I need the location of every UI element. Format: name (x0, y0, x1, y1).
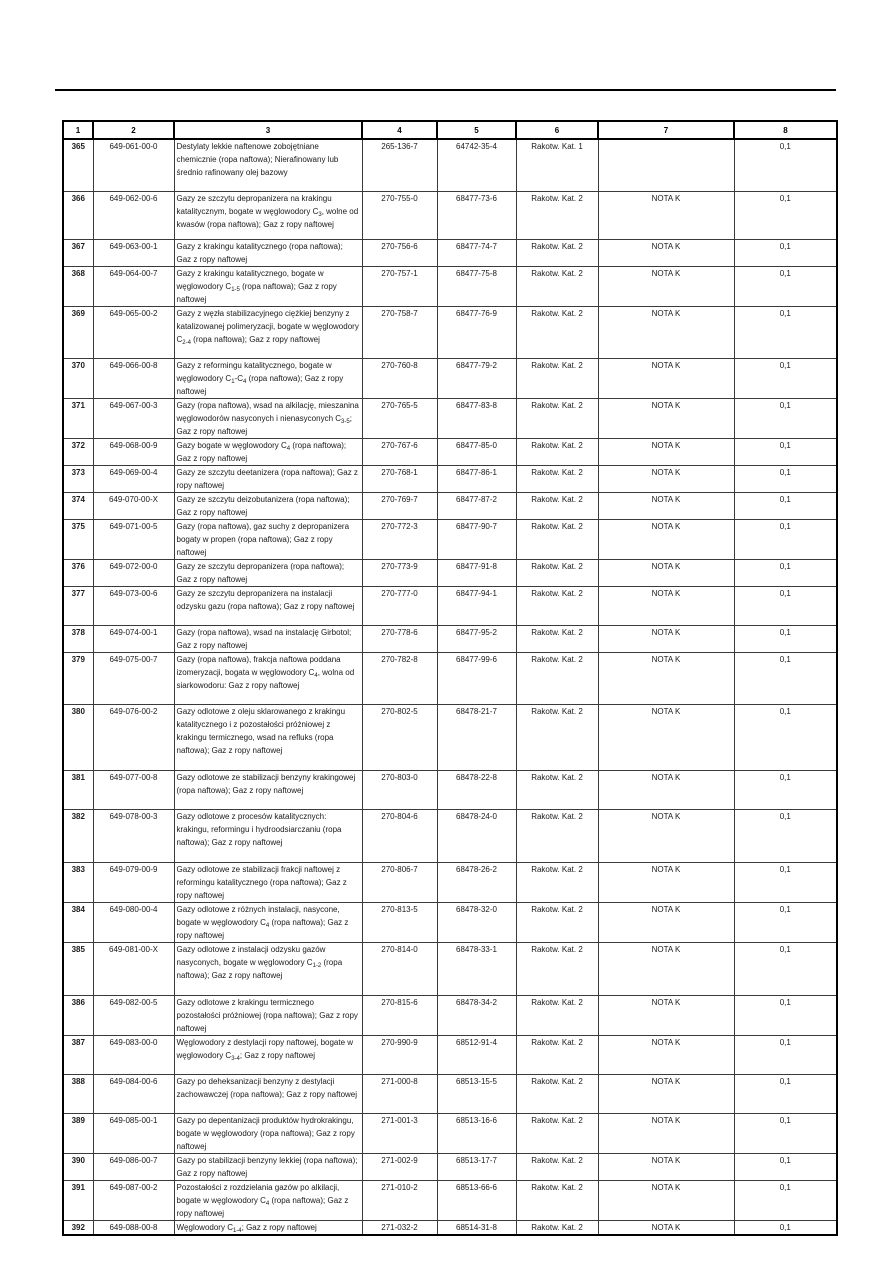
nota: NOTA K (598, 1113, 734, 1153)
substance-name: Gazy (ropa naftowa), wsad na instalację Girbotol; Gaz z ropy naftowej (174, 625, 362, 652)
row-number: 382 (63, 809, 93, 862)
nota: NOTA K (598, 239, 734, 266)
cas-number: 68513-16-6 (437, 1113, 516, 1153)
nota: NOTA K (598, 398, 734, 438)
table-row (63, 465, 837, 492)
cas-number: 68478-22-8 (437, 770, 516, 809)
classification: Rakotw. Kat. 2 (516, 586, 598, 625)
cas-number: 68477-76-9 (437, 306, 516, 358)
nota: NOTA K (598, 625, 734, 652)
cas-number: 68478-33-1 (437, 942, 516, 995)
substance-name: Gazy z krakingu katalitycznego, bogate w węglowodory $C_{1-5}$ (ropa naftowa); Gaz z ropy naftowej (174, 266, 362, 306)
concentration-limit: 0,1 (734, 358, 837, 398)
substance-name: Gazy odlotowe z instalacji odzysku gazów nasyconych, bogate w węglowodory $C_{1-2}$ (ropa naftowa); Gaz z ropy naftowej (174, 942, 362, 995)
index-number: 649-077-00-8 (93, 770, 174, 809)
table-row (63, 770, 837, 809)
index-number: 649-082-00-5 (93, 995, 174, 1035)
ec-number: 270-769-7 (362, 492, 437, 519)
index-number: 649-088-00-8 (93, 1220, 174, 1235)
classification: Rakotw. Kat. 2 (516, 239, 598, 266)
ec-number: 270-778-6 (362, 625, 437, 652)
table-row (63, 1074, 837, 1113)
concentration-limit: 0,1 (734, 809, 837, 862)
subscript-text: 3-5 (341, 418, 350, 425)
cas-number: 68477-73-6 (437, 191, 516, 239)
row-number: 385 (63, 942, 93, 995)
ec-number: 270-758-7 (362, 306, 437, 358)
substance-name: Pozostałości z rozdzielania gazów po alkilacji, bogate w węglowodory $C_4$ (ropa naftowa); Gaz z ropy naftowej (174, 1180, 362, 1220)
substance-name: Gazy ze szczytu deizobutanizera (ropa naftowa); Gaz z ropy naftowej (174, 492, 362, 519)
table-row (63, 139, 837, 191)
concentration-limit: 0,1 (734, 191, 837, 239)
cas-number: 68477-86-1 (437, 465, 516, 492)
concentration-limit: 0,1 (734, 559, 837, 586)
index-number: 649-069-00-4 (93, 465, 174, 492)
substance-name: Gazy z węzła stabilizacyjnego ciężkiej benzyny z katalizowanej polimeryzacji, bogate w węglowodory $C_{2-4}$ (ropa naftowa); Gaz z ropy naftowej (174, 306, 362, 358)
ec-number: 270-773-9 (362, 559, 437, 586)
substance-name: Gazy po deheksanizacji benzyny z destylacji zachowawczej (ropa naftowa); Gaz z ropy naftowej (174, 1074, 362, 1113)
classification: Rakotw. Kat. 2 (516, 625, 598, 652)
ec-number: 271-002-9 (362, 1153, 437, 1180)
table-row (63, 809, 837, 862)
table-row (63, 266, 837, 306)
classification: Rakotw. Kat. 2 (516, 1035, 598, 1074)
nota: NOTA K (598, 942, 734, 995)
row-number: 375 (63, 519, 93, 559)
concentration-limit: 0,1 (734, 1074, 837, 1113)
row-number: 370 (63, 358, 93, 398)
row-number: 383 (63, 862, 93, 902)
table-row (63, 902, 837, 942)
substance-name: Gazy (ropa naftowa), frakcja naftowa poddana izomeryzacji, bogata w węglowodory $C_4$, wolna od siarkowodoru: Gaz z ropy naftowej (174, 652, 362, 704)
nota: NOTA K (598, 704, 734, 770)
classification: Rakotw. Kat. 2 (516, 995, 598, 1035)
cas-number: 68478-24-0 (437, 809, 516, 862)
classification: Rakotw. Kat. 2 (516, 770, 598, 809)
page-top-rule (55, 89, 836, 91)
table-row (63, 625, 837, 652)
concentration-limit: 0,1 (734, 465, 837, 492)
index-number: 649-062-00-6 (93, 191, 174, 239)
cas-number: 68477-99-6 (437, 652, 516, 704)
nota: NOTA K (598, 1074, 734, 1113)
concentration-limit: 0,1 (734, 438, 837, 465)
row-number: 391 (63, 1180, 93, 1220)
row-number: 386 (63, 995, 93, 1035)
ec-number: 270-814-0 (362, 942, 437, 995)
row-number: 366 (63, 191, 93, 239)
ec-number: 271-010-2 (362, 1180, 437, 1220)
index-number: 649-066-00-8 (93, 358, 174, 398)
index-number: 649-079-00-9 (93, 862, 174, 902)
index-number: 649-071-00-5 (93, 519, 174, 559)
cas-number: 68513-17-7 (437, 1153, 516, 1180)
ec-number: 270-813-5 (362, 902, 437, 942)
nota: NOTA K (598, 1035, 734, 1074)
ec-number: 270-777-0 (362, 586, 437, 625)
table-row (63, 239, 837, 266)
table-row (63, 1153, 837, 1180)
ec-number: 270-765-5 (362, 398, 437, 438)
ec-number: 270-756-6 (362, 239, 437, 266)
index-number: 649-065-00-2 (93, 306, 174, 358)
nota: NOTA K (598, 995, 734, 1035)
classification: Rakotw. Kat. 2 (516, 398, 598, 438)
row-number: 373 (63, 465, 93, 492)
concentration-limit: 0,1 (734, 266, 837, 306)
index-number: 649-061-00-0 (93, 139, 174, 191)
cas-number: 68477-94-1 (437, 586, 516, 625)
concentration-limit: 0,1 (734, 1035, 837, 1074)
cas-number: 68478-32-0 (437, 902, 516, 942)
row-number: 377 (63, 586, 93, 625)
concentration-limit: 0,1 (734, 862, 837, 902)
row-number: 380 (63, 704, 93, 770)
row-number: 372 (63, 438, 93, 465)
substance-name: Gazy z reformingu katalitycznego, bogate w węglowodory $C_1-C_4$ (ropa naftowa); Gaz z ropy naftowej (174, 358, 362, 398)
classification: Rakotw. Kat. 2 (516, 809, 598, 862)
substance-name: Destylaty lekkie naftenowe zobojętniane chemicznie (ropa naftowa); Nierafinowany lub średnio rafinowany olej bazowy (174, 139, 362, 191)
col-header-1: 1 (63, 121, 93, 139)
index-number: 649-080-00-4 (93, 902, 174, 942)
row-number: 392 (63, 1220, 93, 1235)
row-number: 381 (63, 770, 93, 809)
classification: Rakotw. Kat. 1 (516, 139, 598, 191)
row-number: 378 (63, 625, 93, 652)
index-number: 649-068-00-9 (93, 438, 174, 465)
index-number: 649-063-00-1 (93, 239, 174, 266)
subscript-text: 1-2 (312, 962, 322, 969)
nota: NOTA K (598, 358, 734, 398)
index-number: 649-083-00-0 (93, 1035, 174, 1074)
nota: NOTA K (598, 266, 734, 306)
concentration-limit: 0,1 (734, 652, 837, 704)
substance-table-body (63, 139, 837, 1235)
cas-number: 68477-95-2 (437, 625, 516, 652)
substance-name: Gazy po depentanizacji produktów hydrokrakingu, bogate w węglowodory (ropa naftowa); Gaz z ropy naftowej (174, 1113, 362, 1153)
nota: NOTA K (598, 191, 734, 239)
ec-number: 270-815-6 (362, 995, 437, 1035)
col-header-8: 8 (734, 121, 837, 139)
row-number: 388 (63, 1074, 93, 1113)
index-number: 649-081-00-X (93, 942, 174, 995)
row-number: 390 (63, 1153, 93, 1180)
classification: Rakotw. Kat. 2 (516, 1074, 598, 1113)
table-row (63, 586, 837, 625)
classification: Rakotw. Kat. 2 (516, 559, 598, 586)
index-number: 649-073-00-6 (93, 586, 174, 625)
subscript-text: 2-4 (182, 339, 191, 346)
classification: Rakotw. Kat. 2 (516, 1180, 598, 1220)
table-row (63, 995, 837, 1035)
row-number: 389 (63, 1113, 93, 1153)
nota: NOTA K (598, 559, 734, 586)
concentration-limit: 0,1 (734, 1220, 837, 1235)
nota: NOTA K (598, 306, 734, 358)
classification: Rakotw. Kat. 2 (516, 465, 598, 492)
table-row (63, 306, 837, 358)
index-number: 649-074-00-1 (93, 625, 174, 652)
substance-name: Gazy odlotowe z oleju sklarowanego z krakingu katalitycznego i z pozostałości próżniowej z krakingu termicznego, wsad na refluks (ropa naftowa); Gaz z ropy naftowej (174, 704, 362, 770)
table-row (63, 1220, 837, 1235)
col-header-6: 6 (516, 121, 598, 139)
substance-name: Gazy ze szczytu deetanizera (ropa naftowa); Gaz z ropy naftowej (174, 465, 362, 492)
substance-name: Gazy odlotowe z różnych instalacji, nasycone, bogate w węglowodory $C_4$ (ropa naftowa); Gaz z ropy naftowej (174, 902, 362, 942)
substance-table (62, 120, 838, 1236)
classification: Rakotw. Kat. 2 (516, 704, 598, 770)
ec-number: 270-802-5 (362, 704, 437, 770)
cas-number: 68477-83-8 (437, 398, 516, 438)
nota: NOTA K (598, 586, 734, 625)
index-number: 649-076-00-2 (93, 704, 174, 770)
index-number: 649-078-00-3 (93, 809, 174, 862)
table-row (63, 191, 837, 239)
substance-name: Gazy po stabilizacji benzyny lekkiej (ropa naftowa); Gaz z ropy naftowej (174, 1153, 362, 1180)
substance-name: Gazy (ropa naftowa), wsad na alkilację, mieszanina węglowodorów nasyconych i nienasyconych $C_{3-5}$; Gaz z ropy naftowej (174, 398, 362, 438)
ec-number: 270-806-7 (362, 862, 437, 902)
nota: NOTA K (598, 809, 734, 862)
cas-number: 68478-34-2 (437, 995, 516, 1035)
table-row (63, 492, 837, 519)
nota: NOTA K (598, 492, 734, 519)
nota: NOTA K (598, 652, 734, 704)
table-row (63, 1113, 837, 1153)
nota: NOTA K (598, 1180, 734, 1220)
col-header-2: 2 (93, 121, 174, 139)
concentration-limit: 0,1 (734, 239, 837, 266)
ec-number: 271-032-2 (362, 1220, 437, 1235)
table-row (63, 559, 837, 586)
table-row (63, 704, 837, 770)
cas-number: 68477-75-8 (437, 266, 516, 306)
subscript-text: 4 (265, 1200, 270, 1207)
cas-number: 68477-79-2 (437, 358, 516, 398)
table-row (63, 519, 837, 559)
concentration-limit: 0,1 (734, 306, 837, 358)
subscript-text: 1 (231, 378, 235, 385)
classification: Rakotw. Kat. 2 (516, 862, 598, 902)
cas-number: 68513-15-5 (437, 1074, 516, 1113)
subscript-text: 3-4 (231, 1055, 240, 1062)
classification: Rakotw. Kat. 2 (516, 438, 598, 465)
substance-name: Gazy odlotowe z procesów katalitycznych: krakingu, reformingu i hydroodsiarczaniu (ropa naftowa); Gaz z ropy naftowej (174, 809, 362, 862)
nota (598, 139, 734, 191)
cas-number: 64742-35-4 (437, 139, 516, 191)
subscript-text: 1-5 (231, 286, 240, 293)
row-number: 379 (63, 652, 93, 704)
cas-number: 68513-66-6 (437, 1180, 516, 1220)
index-number: 649-086-00-7 (93, 1153, 174, 1180)
nota: NOTA K (598, 438, 734, 465)
classification: Rakotw. Kat. 2 (516, 1153, 598, 1180)
substance-name: Gazy odlotowe ze stabilizacji frakcji naftowej z reformingu katalitycznego (ropa naftowa); Gaz z ropy naftowej (174, 862, 362, 902)
concentration-limit: 0,1 (734, 770, 837, 809)
cas-number: 68477-91-8 (437, 559, 516, 586)
classification: Rakotw. Kat. 2 (516, 492, 598, 519)
row-number: 369 (63, 306, 93, 358)
concentration-limit: 0,1 (734, 139, 837, 191)
classification: Rakotw. Kat. 2 (516, 519, 598, 559)
col-header-5: 5 (437, 121, 516, 139)
table-row (63, 942, 837, 995)
classification: Rakotw. Kat. 2 (516, 358, 598, 398)
row-number: 371 (63, 398, 93, 438)
ec-number: 270-757-1 (362, 266, 437, 306)
row-number: 365 (63, 139, 93, 191)
ec-number: 270-760-8 (362, 358, 437, 398)
substance-name: Gazy z krakingu katalitycznego (ropa naftowa); Gaz z ropy naftowej (174, 239, 362, 266)
table-row (63, 438, 837, 465)
table-row (63, 358, 837, 398)
table-row (63, 1180, 837, 1220)
subscript-text: 3 (318, 211, 322, 218)
table-row (63, 652, 837, 704)
cas-number: 68477-87-2 (437, 492, 516, 519)
classification: Rakotw. Kat. 2 (516, 1220, 598, 1235)
substance-name: Gazy bogate w węglowodory $C_4$ (ropa naftowa); Gaz z ropy naftowej (174, 438, 362, 465)
classification: Rakotw. Kat. 2 (516, 266, 598, 306)
index-number: 649-070-00-X (93, 492, 174, 519)
nota: NOTA K (598, 465, 734, 492)
ec-number: 270-990-9 (362, 1035, 437, 1074)
cas-number: 68512-91-4 (437, 1035, 516, 1074)
classification: Rakotw. Kat. 2 (516, 306, 598, 358)
index-number: 649-085-00-1 (93, 1113, 174, 1153)
concentration-limit: 0,1 (734, 519, 837, 559)
concentration-limit: 0,1 (734, 1113, 837, 1153)
table-header-row (63, 121, 837, 139)
substance-name: Gazy odlotowe z krakingu termicznego pozostałości próżniowej (ropa naftowa); Gaz z ropy naftowej (174, 995, 362, 1035)
subscript-text: 4 (265, 922, 270, 929)
classification: Rakotw. Kat. 2 (516, 902, 598, 942)
index-number: 649-084-00-6 (93, 1074, 174, 1113)
col-header-4: 4 (362, 121, 437, 139)
ec-number: 265-136-7 (362, 139, 437, 191)
row-number: 374 (63, 492, 93, 519)
substance-name: Gazy ze szczytu depropanizera na instalacji odzysku gazu (ropa naftowa); Gaz z ropy naftowej (174, 586, 362, 625)
nota: NOTA K (598, 1220, 734, 1235)
substance-name: Gazy odlotowe ze stabilizacji benzyny krakingowej (ropa naftowa); Gaz z ropy naftowej (174, 770, 362, 809)
concentration-limit: 0,1 (734, 398, 837, 438)
concentration-limit: 0,1 (734, 902, 837, 942)
subscript-text: 4 (243, 378, 247, 385)
subscript-text: 4 (314, 672, 318, 679)
cas-number: 68478-21-7 (437, 704, 516, 770)
cas-number: 68477-90-7 (437, 519, 516, 559)
cas-number: 68477-85-0 (437, 438, 516, 465)
ec-number: 270-772-3 (362, 519, 437, 559)
row-number: 376 (63, 559, 93, 586)
concentration-limit: 0,1 (734, 1153, 837, 1180)
ec-number: 270-804-6 (362, 809, 437, 862)
concentration-limit: 0,1 (734, 625, 837, 652)
ec-number: 270-803-0 (362, 770, 437, 809)
row-number: 368 (63, 266, 93, 306)
table-row (63, 1035, 837, 1074)
row-number: 367 (63, 239, 93, 266)
nota: NOTA K (598, 770, 734, 809)
concentration-limit: 0,1 (734, 586, 837, 625)
classification: Rakotw. Kat. 2 (516, 942, 598, 995)
subscript-text: 4 (286, 445, 291, 452)
table-row (63, 398, 837, 438)
nota: NOTA K (598, 1153, 734, 1180)
cas-number: 68477-74-7 (437, 239, 516, 266)
table-row (63, 862, 837, 902)
substance-name: Gazy ze szczytu depropanizera (ropa naftowa); Gaz z ropy naftowej (174, 559, 362, 586)
index-number: 649-075-00-7 (93, 652, 174, 704)
concentration-limit: 0,1 (734, 942, 837, 995)
classification: Rakotw. Kat. 2 (516, 191, 598, 239)
classification: Rakotw. Kat. 2 (516, 1113, 598, 1153)
ec-number: 270-768-1 (362, 465, 437, 492)
nota: NOTA K (598, 862, 734, 902)
index-number: 649-087-00-2 (93, 1180, 174, 1220)
nota: NOTA K (598, 519, 734, 559)
ec-number: 271-001-3 (362, 1113, 437, 1153)
row-number: 384 (63, 902, 93, 942)
concentration-limit: 0,1 (734, 995, 837, 1035)
cas-number: 68514-31-8 (437, 1220, 516, 1235)
substance-name: Gazy ze szczytu depropanizera na krakingu katalitycznym, bogate w węglowodory $C_3$, wolne od kwasów (ropa naftowa); Gaz z ropy naftowej (174, 191, 362, 239)
col-header-3: 3 (174, 121, 362, 139)
concentration-limit: 0,1 (734, 1180, 837, 1220)
concentration-limit: 0,1 (734, 704, 837, 770)
ec-number: 270-755-0 (362, 191, 437, 239)
index-number: 649-067-00-3 (93, 398, 174, 438)
substance-name: Gazy (ropa naftowa), gaz suchy z depropanizera bogaty w propen (ropa naftowa); Gaz z ropy naftowej (174, 519, 362, 559)
ec-number: 270-782-8 (362, 652, 437, 704)
index-number: 649-064-00-7 (93, 266, 174, 306)
nota: NOTA K (598, 902, 734, 942)
ec-number: 270-767-6 (362, 438, 437, 465)
classification: Rakotw. Kat. 2 (516, 652, 598, 704)
index-number: 649-072-00-0 (93, 559, 174, 586)
concentration-limit: 0,1 (734, 492, 837, 519)
row-number: 387 (63, 1035, 93, 1074)
cas-number: 68478-26-2 (437, 862, 516, 902)
substance-name: Węglowodory $C_{1-4}$; Gaz z ropy naftowej (174, 1220, 362, 1235)
ec-number: 271-000-8 (362, 1074, 437, 1113)
substance-name: Węglowodory z destylacji ropy naftowej, bogate w węglowodory $C_{3-4}$; Gaz z ropy naftowej (174, 1035, 362, 1074)
subscript-text: 1-4 (232, 1227, 242, 1234)
col-header-7: 7 (598, 121, 734, 139)
